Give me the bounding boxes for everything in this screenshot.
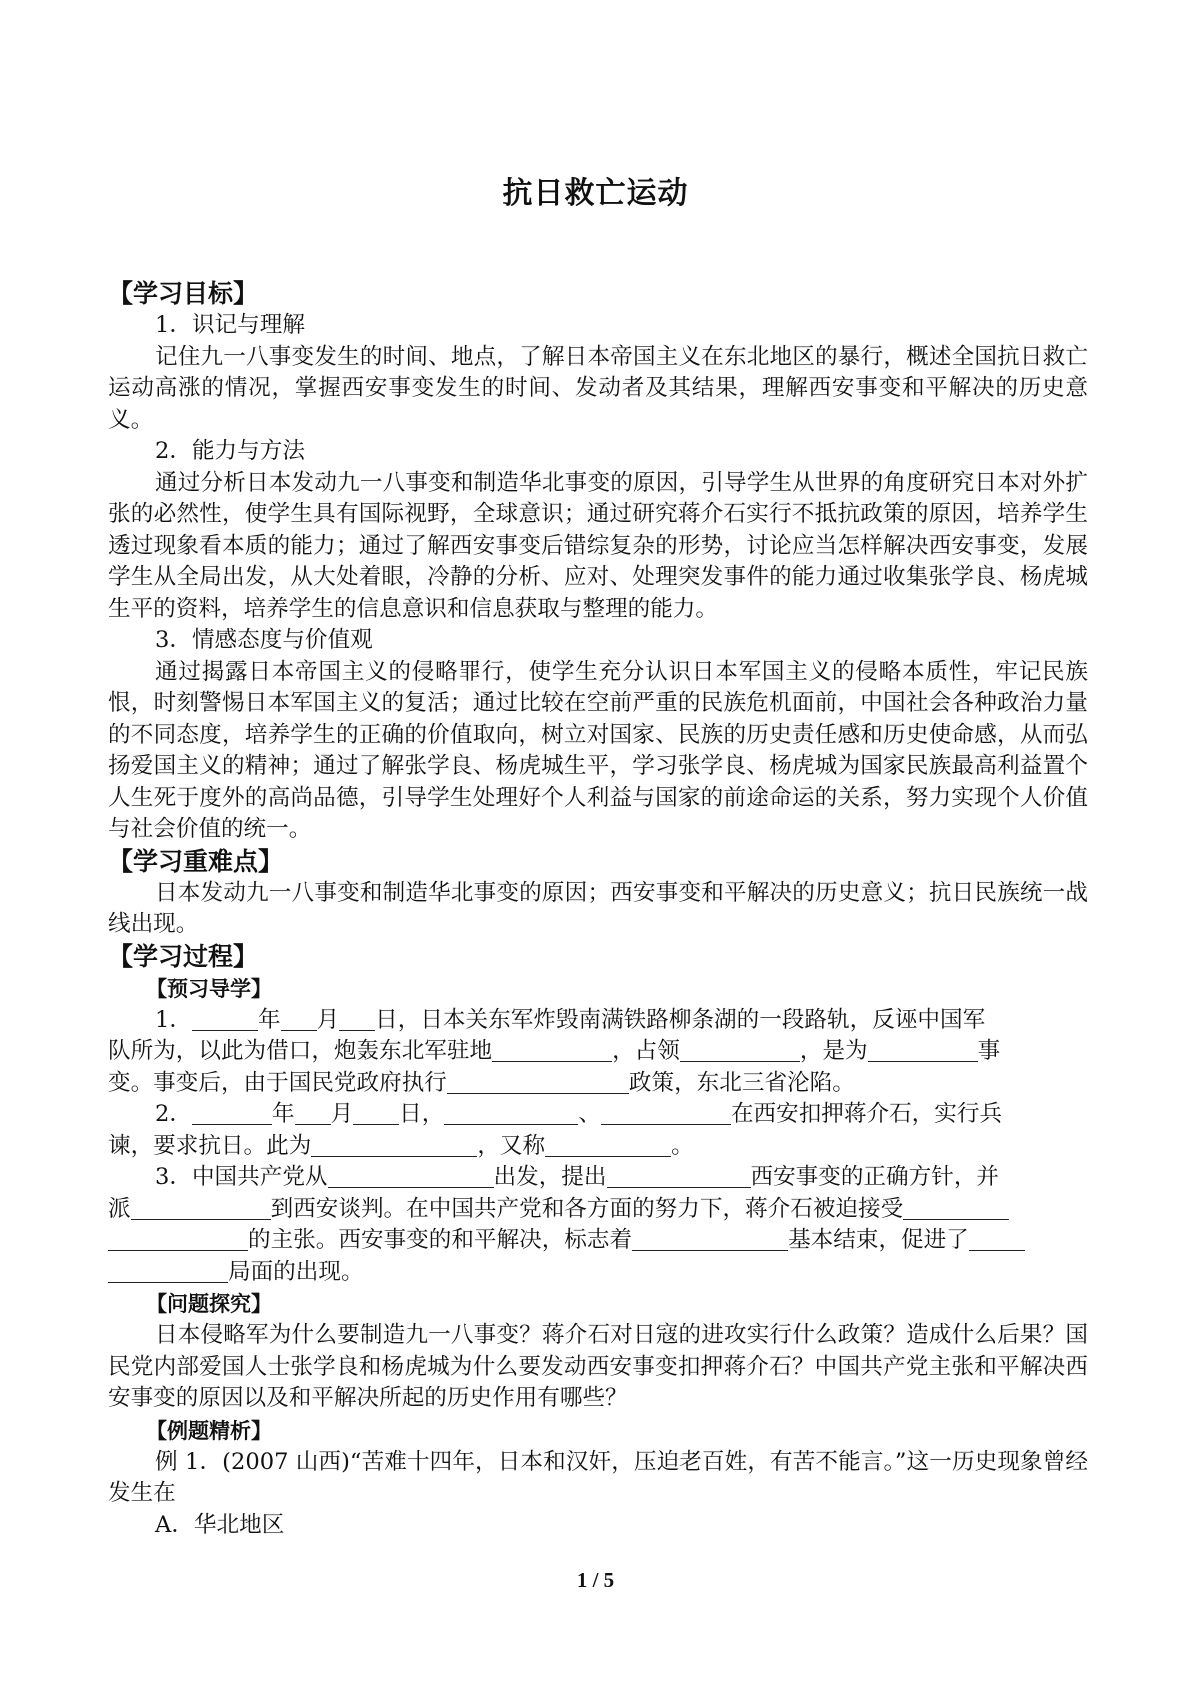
goal-3-text: 通过揭露日本帝国主义的侵略罪行，使学生充分认识日本军国主义的侵略本质性，牢记民族恨，时刻警惕日本军国主义的复活；通过比较在空前严重的民族危机面前，中国社会各种政治力量的不同态度，培养学生的正确的价值取向，树立对国家、民族的历史责任感和历史使命感，从而弘扬爱国主义的精神；通过了解张学良、杨虎城生平，学习张学良、杨虎城为国家民族最高利益置个人生死于度外的高尚品德，引导学生处理好个人利益与国家的前途命运的关系，努力实现个人价值与社会价值的统一。: [108, 658, 1088, 842]
blank-q3-accept-2[interactable]: [108, 1226, 248, 1251]
page-title: 抗日救亡运动: [502, 176, 689, 211]
example-1-text: 例 1．(2007 山西)“苦难十四年，日本和汉奸，压迫老百姓，有苦不能言。”这一历史现象曾经发生在: [108, 1448, 1088, 1506]
subheading-inquiry: 【问题探究】: [146, 1292, 272, 1316]
section-heading-key-points: 【学习重难点】: [108, 846, 284, 876]
blank-q3-envoy[interactable]: [131, 1195, 271, 1220]
subheading-example: 【例题精析】: [146, 1418, 272, 1443]
blank-q1-policy[interactable]: [447, 1069, 629, 1094]
blank-q2-person-2[interactable]: [601, 1100, 731, 1125]
goal-1-title: 1．识记与理解: [155, 312, 305, 338]
blank-q3-accept-1[interactable]: [903, 1195, 1009, 1220]
example-1-option-a: A．华北地区: [155, 1511, 285, 1538]
question-3: 3．中国共产党从 出发，提出 西安事变的正确方针，并 派 到西安谈判。在中国共产党和各方面的努力下，蒋介石被迫接受 的主张。西安事变的和平解决，标志着 基本结束，促进了 局面的出现。: [108, 1162, 1088, 1288]
document-body: [108, 278, 1088, 1541]
blank-q1-year[interactable]: [192, 1006, 258, 1031]
section-heading-goals: 【学习目标】: [108, 279, 259, 308]
goal-2-text: 通过分析日本发动九一八事变和制造华北事变的原因，引导学生从世界的角度研究日本对外扩张的必然性，使学生具有国际视野，全球意识；通过研究蒋介石实行不抵抗政策的原因，培养学生透过现象看本质的能力；通过了解西安事变后错综复杂的形势，讨论应当怎样解决西安事变，发展学生从全局出发，从大处着眼，冷静的分析、应对、处理突发事件的能力通过收集张学良、杨虎城生平的资料，培养学生的信息意识和信息获取与整理的能力。: [108, 469, 1088, 622]
blank-q3-policy[interactable]: [607, 1163, 751, 1188]
key-points-text: 日本发动九一八事变和制造华北事变的原因；西安事变和平解决的历史意义；抗日民族统一战线出现。: [108, 879, 1088, 937]
page-number: 1 / 5: [576, 1568, 615, 1592]
blank-q1-month[interactable]: [281, 1006, 317, 1031]
goal-2-title: 2．能力与方法: [155, 438, 305, 464]
blank-q1-occupied[interactable]: [680, 1037, 800, 1062]
blank-q2-month[interactable]: [295, 1100, 331, 1125]
blank-q3-ended[interactable]: [632, 1226, 788, 1251]
goal-1-text: 记住九一八事变发生的时间、地点，了解日本帝国主义在东北地区的暴行，概述全国抗日救亡运动高涨的情况，掌握西安事变发生的时间、发动者及其结果，理解西安事变和平解决的历史意义。: [108, 343, 1088, 433]
goal-3-title: 3．情感态度与价值观: [155, 627, 373, 653]
inquiry-text: 日本侵略军为什么要制造九一八事变？蒋介石对日寇的进攻实行什么政策？造成什么后果？国民党内部爱国人士张学良和杨虎城为什么要发动西安事变扣押蒋介石？中国共产党主张和平解决西安事变的原因以及和平解决所起的历史作用有哪些？: [108, 1322, 1088, 1411]
blank-q2-alias[interactable]: [545, 1132, 671, 1157]
subheading-preview: 【预习导学】: [146, 976, 272, 1001]
blank-q3-from[interactable]: [328, 1163, 494, 1188]
question-1: 1． 年 月 日，日本关东军炸毁南满铁路柳条湖的一段路轨，反诬中国军 队所为，以此为借口，炮轰东北军驻地 ，占领 ，是为 事 变。事变后，由于国民党政府执行 政策，东北三省沦陷。: [108, 1006, 1001, 1096]
blank-q2-event[interactable]: [311, 1132, 477, 1157]
blank-q2-day[interactable]: [353, 1100, 399, 1125]
blank-q1-garrison[interactable]: [492, 1037, 612, 1062]
question-2: 2． 年 月 日， 、 在西安扣押蒋介石，实行兵 谏，要求抗日。此为 ，又称 。: [108, 1101, 1003, 1159]
blank-q1-day[interactable]: [339, 1006, 375, 1031]
section-heading-process: 【学习过程】: [108, 941, 259, 971]
blank-q1-incident[interactable]: [868, 1037, 978, 1062]
blank-q3-promoted-1[interactable]: [969, 1226, 1025, 1251]
blank-q2-year[interactable]: [192, 1100, 272, 1125]
blank-q2-person-1[interactable]: [444, 1100, 578, 1125]
blank-q3-promoted-2[interactable]: [108, 1258, 228, 1283]
